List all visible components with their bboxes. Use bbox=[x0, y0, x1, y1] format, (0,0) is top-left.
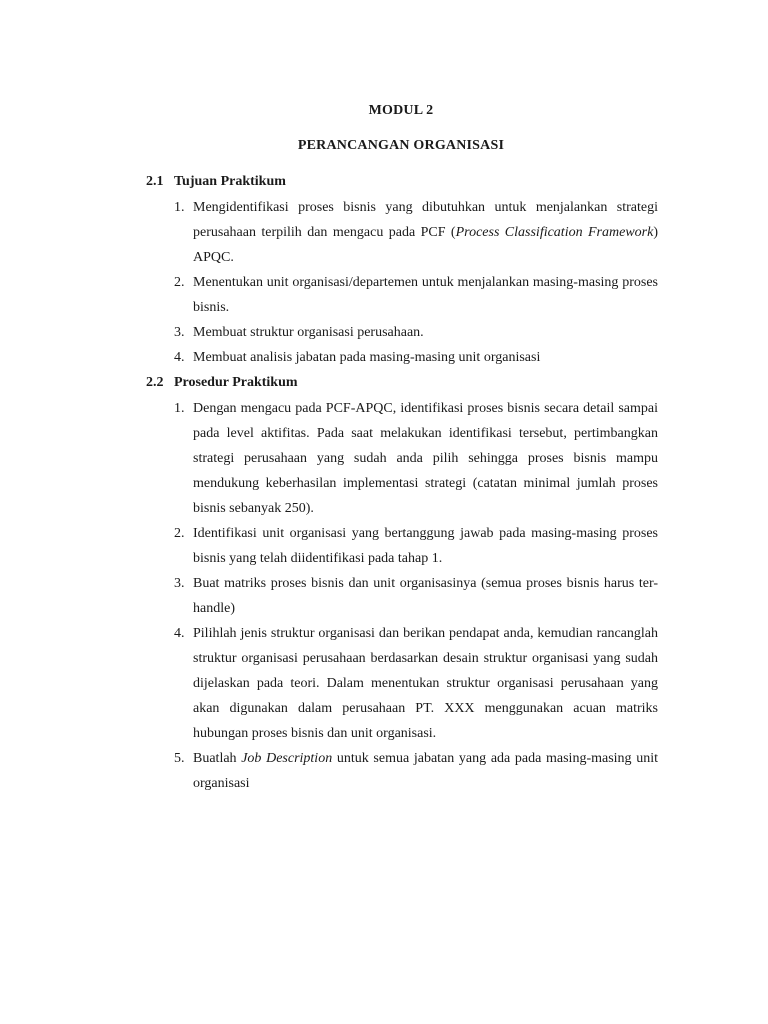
list-item-text bbox=[193, 621, 658, 746]
list-item bbox=[0, 195, 658, 270]
list-item-text bbox=[193, 396, 658, 521]
text-run: Mengidentifikasi proses bisnis yang dibutuhkan untuk menjalankan strategi perusahaan terpilih dan mengacu pada PCF ( bbox=[193, 200, 658, 240]
list-item-number: 1. bbox=[174, 200, 185, 215]
list-item-number: 5. bbox=[174, 751, 185, 766]
text-run: Membuat struktur organisasi perusahaan. bbox=[193, 325, 424, 340]
text-run: Identifikasi unit organisasi yang bertanggung jawab pada masing-masing proses bisnis yang telah diidentifikasi pada tahap 1. bbox=[193, 526, 658, 566]
prosedur-list bbox=[0, 396, 658, 796]
list-item-number: 3. bbox=[174, 325, 185, 340]
module-title: MODUL 2 bbox=[368, 103, 434, 118]
list-item bbox=[0, 621, 658, 746]
list-item-text bbox=[193, 521, 658, 571]
list-item bbox=[0, 270, 658, 320]
module-subtitle: PERANCANGAN ORGANISASI bbox=[297, 138, 505, 153]
italic-text: Process Classification Framework bbox=[455, 225, 654, 240]
list-item-number: 4. bbox=[174, 626, 185, 641]
text-run: Membuat analisis jabatan pada masing-masing unit organisasi bbox=[193, 350, 541, 365]
list-item bbox=[0, 746, 658, 796]
section-number: 2.1 bbox=[146, 174, 164, 189]
list-item bbox=[0, 320, 658, 345]
text-run: Menentukan unit organisasi/departemen untuk menjalankan masing-masing proses bisnis. bbox=[193, 275, 658, 315]
list-item-number: 1. bbox=[174, 401, 185, 416]
text-run: Buat matriks proses bisnis dan unit organisasinya (semua proses bisnis harus ter-handle) bbox=[193, 576, 658, 616]
list-item-text bbox=[193, 571, 658, 621]
list-item-text bbox=[193, 746, 658, 796]
text-run: Pilihlah jenis struktur organisasi dan berikan pendapat anda, kemudian rancanglah struktur organisasi perusahaan berdasarkan desain struktur organisasi yang sudah dijelaskan pada teori. Dalam menentukan struktur organisasi perusahaan yang akan digunakan dalam perusahaan PT. XXX menggunakan acuan matriks hubungan proses bisnis dan unit organisasi. bbox=[193, 626, 658, 741]
list-item bbox=[0, 571, 658, 621]
section-title: Prosedur Praktikum bbox=[174, 375, 298, 390]
list-item-text bbox=[193, 270, 658, 320]
text-run: Buatlah bbox=[193, 751, 242, 766]
text-run: Dengan mengacu pada PCF-APQC, identifikasi proses bisnis secara detail sampai pada level aktifitas. Pada saat melakukan identifikasi tersebut, pertimbangkan strategi perusahaan yang sudah anda pilih sehingga proses bisnis mampu mendukung keberhasilan implementasi strategi (catatan minimal jumlah proses bisnis sebanyak 250). bbox=[193, 401, 658, 516]
list-item bbox=[0, 345, 658, 370]
section-title: Tujuan Praktikum bbox=[174, 174, 286, 189]
list-item-text bbox=[193, 345, 658, 370]
list-item-number: 2. bbox=[174, 526, 185, 541]
list-item-number: 2. bbox=[174, 275, 185, 290]
list-item-text bbox=[193, 195, 658, 270]
text-run: untuk semua jabatan yang ada pada masing-masing unit organisasi bbox=[193, 751, 658, 791]
italic-text: Job Description bbox=[241, 751, 333, 766]
list-item-number: 3. bbox=[174, 576, 185, 591]
section-heading-2-1 bbox=[146, 174, 286, 190]
section-heading-2-2 bbox=[146, 375, 298, 391]
text-run: ) APQC. bbox=[193, 225, 658, 265]
list-item bbox=[0, 396, 658, 521]
tujuan-list bbox=[0, 195, 658, 370]
list-item bbox=[0, 521, 658, 571]
list-item-text bbox=[193, 320, 658, 345]
section-number: 2.2 bbox=[146, 375, 164, 390]
list-item-number: 4. bbox=[174, 350, 185, 365]
